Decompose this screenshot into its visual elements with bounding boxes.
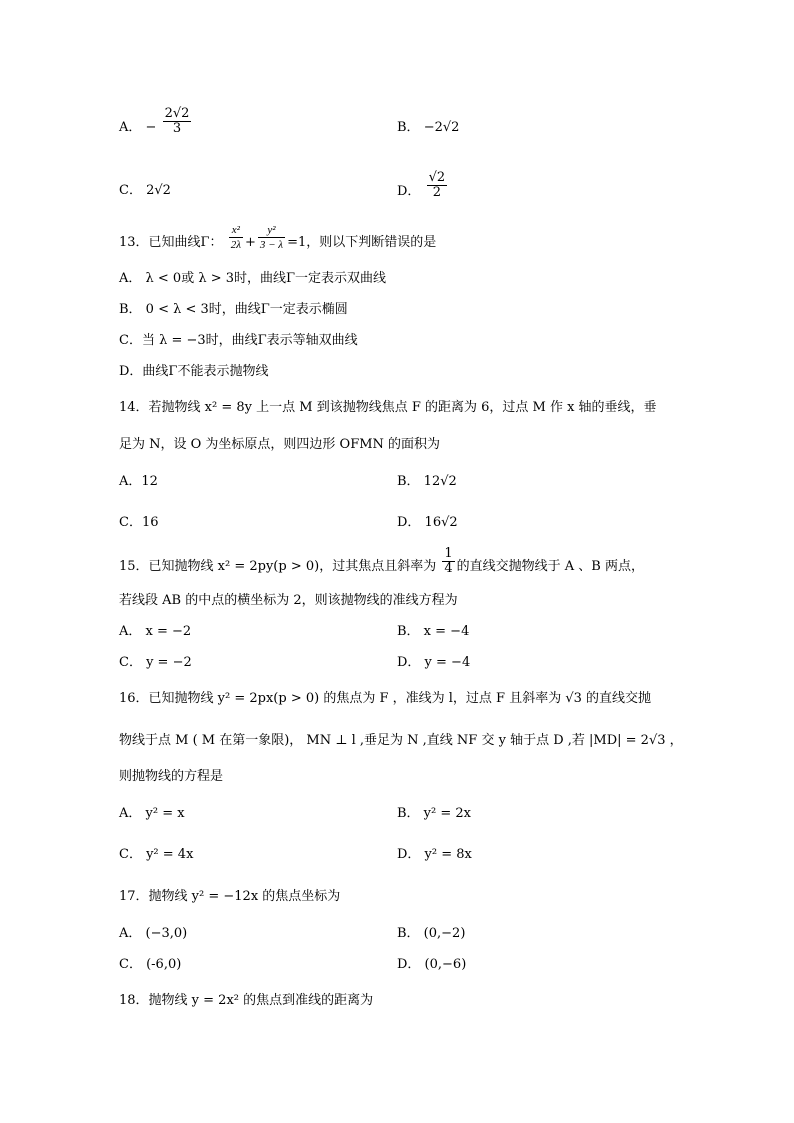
q16-option-d: D． y² = 8x xyxy=(397,847,472,862)
fraction xyxy=(163,107,192,136)
stem-text: 的直线交抛物线于 A 、B 两点， xyxy=(456,559,644,574)
q12-option-b xyxy=(397,120,459,136)
slope-fraction xyxy=(442,547,454,576)
q14-stem-line2: 足为 N，设 O 为坐标原点，则四边形 OFMN 的面积为 xyxy=(119,437,441,452)
q14-stem-line1: 14．若抛物线 x² = 8y 上一点 M 到该抛物线焦点 F 的距离为 6，过点 M 作 x 轴的垂线，垂 xyxy=(119,400,657,415)
denominator: 2λ xyxy=(230,239,241,251)
q13-option-c: C．当 λ = −3时，曲线Γ表示等轴双曲线 xyxy=(119,333,358,348)
numerator: 2√2 xyxy=(164,106,190,121)
q12-option-c xyxy=(119,183,171,199)
denominator: 4 xyxy=(444,561,453,576)
q16-option-c: C． y² = 4x xyxy=(119,847,194,862)
option-label: A． xyxy=(119,120,142,135)
numerator: 1 xyxy=(444,546,453,561)
q13-stem xyxy=(119,224,437,252)
q16-stem-line1: 16．已知抛物线 y² = 2px(p > 0) 的焦点为 F ，准线为 l，过点 F 且斜率为 √3 的直线交抛 xyxy=(119,691,652,706)
fraction xyxy=(427,171,448,200)
option-label: C． xyxy=(119,183,142,198)
q14-option-a: A．12 xyxy=(119,474,158,489)
option-label: B． xyxy=(397,120,420,135)
q17-option-b: B． (0,−2) xyxy=(397,926,466,941)
denominator: 3 xyxy=(172,121,182,136)
q15-stem-line2: 若线段 AB 的中点的横坐标为 2，则该抛物线的准线方程为 xyxy=(119,593,458,608)
option-value: −2√2 xyxy=(423,120,460,135)
q18-stem: 18．抛物线 y = 2x² 的焦点到准线的距离为 xyxy=(119,993,374,1008)
stem-text: 13．已知曲线Γ： xyxy=(119,235,223,250)
q17-option-c: C． (-6,0) xyxy=(119,957,182,972)
q15-stem-line1 xyxy=(119,546,644,576)
stem-text: =1，则以下判断错误的是 xyxy=(287,235,437,250)
q12-option-d xyxy=(397,170,449,200)
stem-text: 15．已知抛物线 x² = 2py(p > 0)，过其焦点且斜率为 xyxy=(119,559,437,574)
q16-stem-line3: 则抛物线的方程是 xyxy=(119,769,224,784)
numerator: x² xyxy=(229,223,243,238)
q14-option-c: C．16 xyxy=(119,515,159,530)
q16-stem-line2: 物线于点 M ( M 在第一象限)， MN ⊥ l ,垂足为 N ,直线 NF 交 y 轴于点 D ,若 |MD| = 2√3 ， xyxy=(119,733,683,748)
q17-option-a: A． (−3,0) xyxy=(119,926,188,941)
q13-option-d: D．曲线Γ不能表示抛物线 xyxy=(119,364,269,379)
denominator: 2 xyxy=(432,185,441,200)
fraction xyxy=(229,223,243,252)
q16-option-b: B． y² = 2x xyxy=(397,806,472,821)
q15-option-b: B． x = −4 xyxy=(397,624,470,639)
q13-option-a: A． λ < 0或 λ > 3时，曲线Γ一定表示双曲线 xyxy=(119,271,387,286)
plus-sign: + xyxy=(244,235,256,250)
q14-option-b: B． 12√2 xyxy=(397,474,457,489)
fraction xyxy=(258,223,285,252)
option-value: 2√2 xyxy=(146,183,171,198)
q17-option-d: D． (0,−6) xyxy=(397,957,467,972)
q15-option-d: D． y = −4 xyxy=(397,655,471,670)
denominator: 3 − λ xyxy=(259,239,284,251)
q14-option-d: D． 16√2 xyxy=(397,515,458,530)
numerator: y² xyxy=(258,223,285,238)
minus-sign: − xyxy=(145,120,157,135)
numerator: √2 xyxy=(428,170,446,185)
q15-option-a: A． x = −2 xyxy=(119,624,192,639)
q12-option-a xyxy=(119,106,193,136)
q17-stem: 17．抛物线 y² = −12x 的焦点坐标为 xyxy=(119,889,341,904)
q15-option-c: C． y = −2 xyxy=(119,655,192,670)
option-label: D． xyxy=(397,184,421,199)
q13-option-b: B． 0 < λ < 3时，曲线Γ一定表示椭圆 xyxy=(119,302,348,317)
q16-option-a: A． y² = x xyxy=(119,806,185,821)
